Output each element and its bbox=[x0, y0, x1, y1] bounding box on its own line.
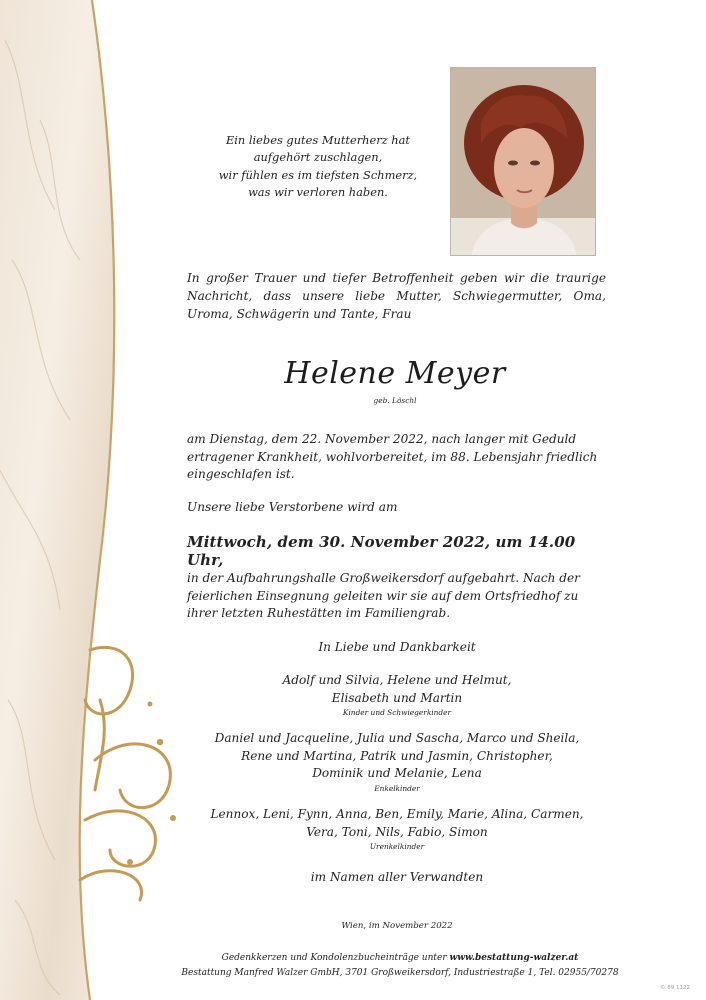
greeting: In Liebe und Dankbarkeit bbox=[318, 640, 476, 654]
footer-condolence-text: Gedenkkerzen und Kondolenzbucheinträge unter bbox=[221, 953, 450, 963]
birth-name: geb. Löschl bbox=[373, 396, 417, 405]
poem bbox=[218, 132, 418, 201]
children-line: Elisabeth und Martin bbox=[331, 690, 463, 705]
children-label: Kinder und Schwiegerkinder bbox=[342, 708, 452, 717]
grandchildren-line: Dominik und Melanie, Lena bbox=[312, 766, 482, 780]
grandchildren-block bbox=[187, 730, 607, 794]
footer-condolence bbox=[150, 953, 650, 963]
great-grandchildren-label: Urenkelkinder bbox=[369, 842, 425, 851]
grandchildren-line: Daniel und Jacqueline, Julia und Sascha, Marco und Sheila, bbox=[214, 731, 580, 745]
relatives-line: im Namen aller Verwandten bbox=[310, 870, 484, 884]
great-grandchildren-line: Vera, Toni, Nils, Fabio, Simon bbox=[306, 824, 488, 839]
children-block bbox=[187, 672, 607, 718]
poem-line: aufgehört zuschlagen, bbox=[253, 150, 383, 165]
portrait-photo bbox=[450, 67, 596, 256]
great-grandchildren-line: Lennox, Leni, Fynn, Anna, Ben, Emily, Marie, Alina, Carmen, bbox=[210, 807, 584, 821]
great-grandchildren-block bbox=[187, 806, 607, 852]
death-text: am Dienstag, dem 22. November 2022, nach langer mit Geduld ertragener Krankheit, wohlvorbereitet, im 88. Lebensjahr friedlich eingeschlafen ist. bbox=[187, 432, 598, 482]
poem-line: wir fühlen es im tiefsten Schmerz, bbox=[218, 167, 418, 182]
funeral-intro: Unsere liebe Verstorbene wird am bbox=[187, 500, 398, 514]
funeral-text: in der Aufbahrungshalle Großweikersdorf aufgebahrt. Nach der feierlichen Einsegnung geleiten wir sie auf dem Ortsfriedhof zu ihrer letzten Ruhestätten im Familiengrab. bbox=[187, 571, 580, 621]
deceased-name: Helene Meyer bbox=[284, 356, 506, 391]
ornament-swirl bbox=[80, 647, 170, 900]
grandchildren-label: Enkelkinder bbox=[374, 783, 420, 793]
place-date: Wien, im November 2022 bbox=[341, 921, 453, 931]
funeral-home-link[interactable]: www.bestattung-walzer.at bbox=[449, 953, 579, 963]
print-code: © 89 1122 bbox=[660, 985, 690, 991]
funeral-date: Mittwoch, dem 30. November 2022, um 14.00 Uhr, bbox=[187, 533, 576, 569]
grandchildren-line: Rene und Martina, Patrik und Jasmin, Christopher, bbox=[241, 748, 553, 763]
footer-address: Bestattung Manfred Walzer GmbH, 3701 Großweikersdorf, Industriestraße 1, Tel. 02955/70278 bbox=[181, 968, 619, 978]
children-line: Adolf und Silvia, Helene und Helmut, bbox=[282, 673, 512, 687]
intro-text: In großer Trauer und tiefer Betroffenheit geben wir die traurige Nachricht, dass unsere liebe Mutter, Schwiegermutter, Oma, Uroma, Schwägerin und Tante, Frau bbox=[187, 271, 606, 321]
poem-line: Ein liebes gutes Mutterherz hat bbox=[225, 133, 411, 147]
poem-line: was wir verloren haben. bbox=[248, 184, 388, 199]
